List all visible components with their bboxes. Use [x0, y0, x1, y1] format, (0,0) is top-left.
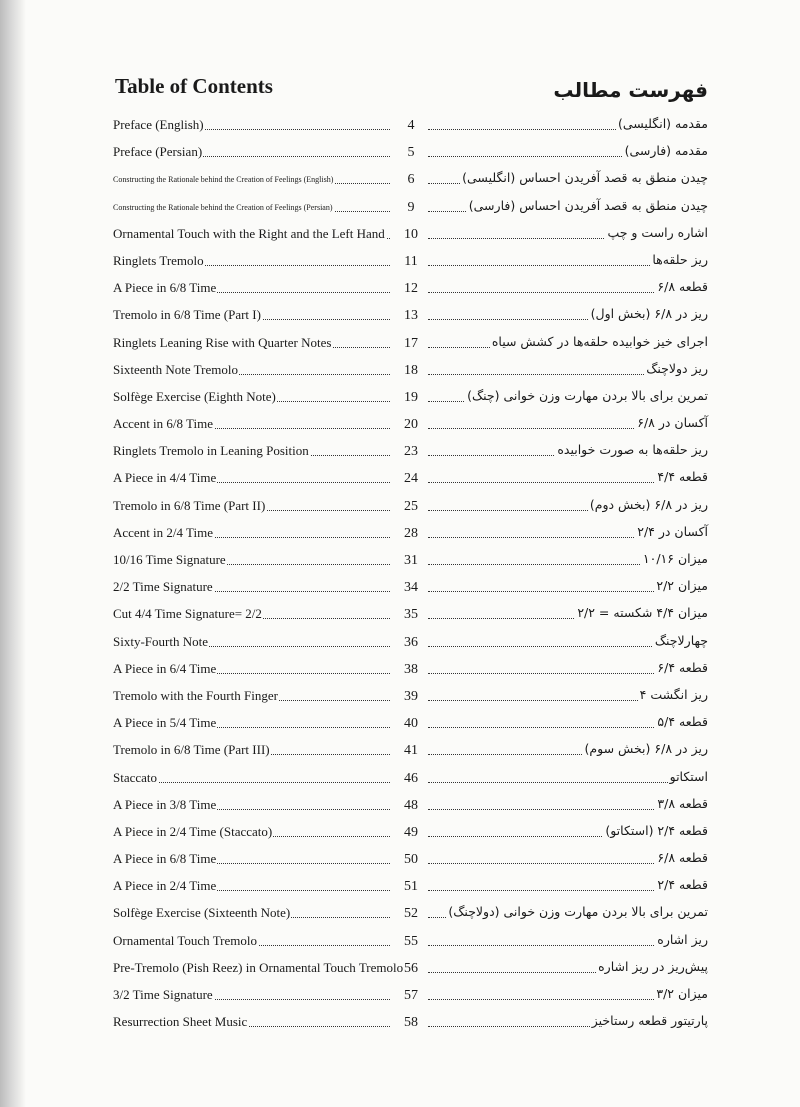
toc-title-english: Constructing the Rationale behind the Creation of Feelings (English) — [113, 175, 334, 185]
toc-title-english: Tremolo with the Fourth Finger — [113, 687, 278, 703]
toc-title-persian: اشاره راست و چپ — [607, 224, 708, 240]
page-title-persian: فهرست مطالب — [553, 78, 708, 102]
toc-title-persian: چیدن منطق به قصد آفریدن احساس (فارسی) — [468, 197, 708, 213]
toc-page-number: 23 — [404, 444, 418, 460]
toc-page-number: 56 — [404, 960, 418, 976]
toc-title-english: 3/2 Time Signature — [113, 987, 213, 1002]
toc-page-number: 31 — [404, 553, 418, 568]
toc-page-number: 46 — [404, 770, 418, 786]
toc-row — [0, 794, 800, 821]
toc-page-number: 25 — [404, 498, 418, 514]
toc-page-number: 38 — [404, 661, 418, 677]
toc-page-number: 13 — [404, 308, 418, 324]
toc-row — [0, 359, 800, 386]
toc-title-english: Tremolo in 6/8 Time (Part II) — [113, 497, 266, 513]
toc-title-persian: قطعه ۶/۸ — [657, 279, 708, 295]
toc-title-english: Ornamental Touch with the Right and the Left Hand — [113, 225, 385, 241]
toc-title-persian: قطعه ۶/۸ — [657, 850, 708, 866]
toc-title-english: Tremolo in 6/8 Time (Part I) — [113, 307, 261, 323]
toc-title-english: A Piece in 3/8 Time — [113, 796, 217, 812]
toc-title-english: 10/16 Time Signature — [113, 552, 226, 567]
toc-title-persian: اجرای خیز خوابیده حلقه‌ها در کشش سیاه — [491, 333, 708, 349]
toc-page-number: 50 — [404, 852, 418, 868]
toc-page-number: 10 — [404, 226, 418, 242]
toc-page-number: 5 — [407, 145, 415, 161]
toc-row — [0, 522, 800, 549]
toc-row — [0, 386, 800, 413]
toc-title-persian: ریز در ۶/۸ (بخش سوم) — [584, 741, 708, 757]
toc-title-english: A Piece in 2/4 Time (Staccato) — [113, 823, 273, 839]
toc-title-persian: ریز اشاره — [657, 931, 708, 947]
toc-row — [0, 875, 800, 902]
toc-title-english: Tremolo in 6/8 Time (Part III) — [113, 742, 270, 758]
toc-page-number: 39 — [404, 688, 418, 704]
toc-title-english: A Piece in 5/4 Time — [113, 715, 217, 731]
toc-row — [0, 957, 800, 984]
toc-page-number: 57 — [404, 988, 418, 1003]
toc-title-english: Accent in 6/8 Time — [113, 416, 214, 432]
toc-title-english: Ringlets Tremolo — [113, 252, 204, 268]
toc-row — [0, 821, 800, 848]
toc-page-number: 6 — [407, 172, 415, 188]
page-title-english: Table of Contents — [115, 74, 273, 98]
toc-title-english: Resurrection Sheet Music — [113, 1014, 248, 1030]
toc-page-number: 36 — [404, 634, 418, 650]
toc-page-number: 20 — [404, 417, 418, 433]
toc-title-persian: قطعه ۵/۴ — [657, 714, 708, 730]
toc-row — [0, 767, 800, 794]
toc-title-persian: ریز در ۶/۸ (بخش دوم) — [589, 496, 708, 512]
toc-title-english: Cut 4/4 Time Signature= 2/2 — [113, 606, 262, 622]
toc-page-number: 24 — [404, 471, 418, 487]
toc-title-persian: استکاتو — [669, 768, 708, 784]
toc-row — [0, 712, 800, 739]
toc-row — [0, 495, 800, 522]
toc-page-number: 18 — [404, 362, 418, 378]
toc-row — [0, 658, 800, 685]
toc-page-number: 49 — [404, 824, 418, 840]
toc-page-number: 34 — [404, 580, 418, 596]
toc-row — [0, 984, 800, 1011]
toc-title-english: A Piece in 4/4 Time — [113, 470, 217, 486]
toc-page-number: 48 — [404, 797, 418, 813]
toc-row — [0, 250, 800, 277]
toc-title-english: Ringlets Leaning Rise with Quarter Notes — [113, 334, 332, 350]
toc-page-number: 28 — [404, 525, 418, 541]
toc-title-english: Preface (Persian) — [113, 144, 203, 160]
toc-title-persian: ریز حلقه‌ها — [652, 251, 708, 267]
toc-title-persian: تمرین برای بالا بردن مهارت وزن خوانی (چنگ) — [467, 387, 708, 403]
toc-row — [0, 549, 800, 576]
toc-page-number: 9 — [407, 199, 415, 215]
toc-row — [0, 196, 800, 223]
toc-title-persian: ریز دولاچنگ — [646, 360, 708, 376]
toc-title-persian: ریز حلقه‌ها به صورت خوابیده — [557, 442, 708, 458]
toc-row — [0, 1011, 800, 1038]
toc-title-english: Constructing the Rationale behind the Creation of Feelings (Persian) — [113, 202, 333, 212]
toc-row — [0, 141, 800, 168]
toc-row — [0, 848, 800, 875]
toc-title-persian: میزان ۱۰/۱۶ — [642, 551, 708, 566]
toc-title-persian: میزان ۴/۴ شکسته = ۲/۲ — [577, 605, 708, 621]
toc-row — [0, 739, 800, 766]
toc-row — [0, 902, 800, 929]
toc-page-number: 55 — [404, 933, 418, 949]
toc-page-number: 11 — [404, 253, 418, 269]
toc-row — [0, 603, 800, 630]
toc-title-persian: پارتیتور قطعه رستاخیز — [591, 1013, 708, 1029]
toc-title-persian: قطعه ۳/۸ — [657, 795, 708, 811]
toc-row — [0, 277, 800, 304]
toc-page-number: 41 — [404, 743, 418, 759]
dotted-leader-english — [120, 782, 390, 783]
toc-title-english: Sixty-Fourth Note — [113, 633, 208, 649]
toc-title-persian: پیش‌ریز در ریز اشاره — [598, 958, 708, 974]
toc-row — [0, 440, 800, 467]
toc-title-persian: میزان ۲/۲ — [656, 578, 708, 594]
toc-row — [0, 413, 800, 440]
toc-title-english: Accent in 2/4 Time — [113, 524, 214, 540]
toc-title-english: Staccato — [113, 769, 158, 785]
toc-title-persian: تمرین برای بالا بردن مهارت وزن خوانی (دولاچنگ) — [448, 904, 708, 920]
toc-row — [0, 332, 800, 359]
toc-page-number: 35 — [404, 607, 418, 623]
toc-row — [0, 114, 800, 141]
toc-title-english: Ringlets Tremolo in Leaning Position — [113, 443, 309, 459]
toc-title-persian: قطعه ۶/۴ — [657, 659, 708, 675]
toc-title-english: Sixteenth Note Tremolo — [113, 361, 238, 377]
toc-page-number: 40 — [404, 716, 418, 732]
toc-title-persian: چهارلاچنگ — [654, 632, 708, 648]
toc-title-persian: میزان ۳/۲ — [656, 986, 708, 1001]
toc-row — [0, 685, 800, 712]
toc-title-persian: قطعه ۲/۴ — [657, 877, 708, 893]
toc-row — [0, 631, 800, 658]
toc-title-english: 2/2 Time Signature — [113, 579, 213, 595]
toc-row — [0, 168, 800, 195]
toc-title-persian: ریز در ۶/۸ (بخش اول) — [590, 306, 708, 322]
toc-title-persian: مقدمه (انگلیسی) — [617, 116, 708, 131]
toc-title-persian: قطعه ۴/۴ — [657, 469, 708, 485]
toc-row — [0, 223, 800, 250]
toc-page-number: 58 — [404, 1015, 418, 1031]
toc-title-english: Preface (English) — [113, 117, 204, 132]
toc-title-persian: آکسان در ۲/۴ — [637, 523, 708, 539]
toc-title-persian: قطعه ۲/۴ (استکاتو) — [605, 822, 708, 838]
toc-page-number: 51 — [404, 879, 418, 895]
toc-title-english: Ornamental Touch Tremolo — [113, 932, 258, 948]
toc-page-number: 17 — [404, 335, 418, 351]
toc-title-english: A Piece in 6/8 Time — [113, 280, 217, 296]
toc-page-number: 19 — [404, 389, 418, 405]
toc-title-persian: مقدمه (فارسی) — [624, 143, 708, 159]
toc-page-number: 4 — [407, 118, 415, 133]
toc-page-number: 12 — [404, 281, 418, 297]
toc-title-english: Solfège Exercise (Sixteenth Note) — [113, 905, 291, 921]
toc-title-english: A Piece in 6/8 Time — [113, 851, 217, 867]
toc-title-english: A Piece in 6/4 Time — [113, 660, 217, 676]
toc-row — [0, 930, 800, 957]
toc-page-number: 52 — [404, 906, 418, 922]
toc-title-persian: ریز انگشت ۴ — [639, 686, 708, 702]
toc-title-persian: چیدن منطق به قصد آفریدن احساس (انگلیسی) — [462, 170, 708, 186]
toc-title-persian: آکسان در ۶/۸ — [637, 415, 708, 431]
dotted-leader-persian — [428, 782, 708, 783]
toc-title-english: Solfège Exercise (Eighth Note) — [113, 388, 276, 404]
table-of-contents — [0, 114, 800, 1038]
toc-row — [0, 467, 800, 494]
toc-row — [0, 304, 800, 331]
toc-row — [0, 576, 800, 603]
toc-title-english: A Piece in 2/4 Time — [113, 878, 217, 894]
toc-title-english: Pre-Tremolo (Pish Reez) in Ornamental Touch Tremolo — [113, 959, 404, 975]
